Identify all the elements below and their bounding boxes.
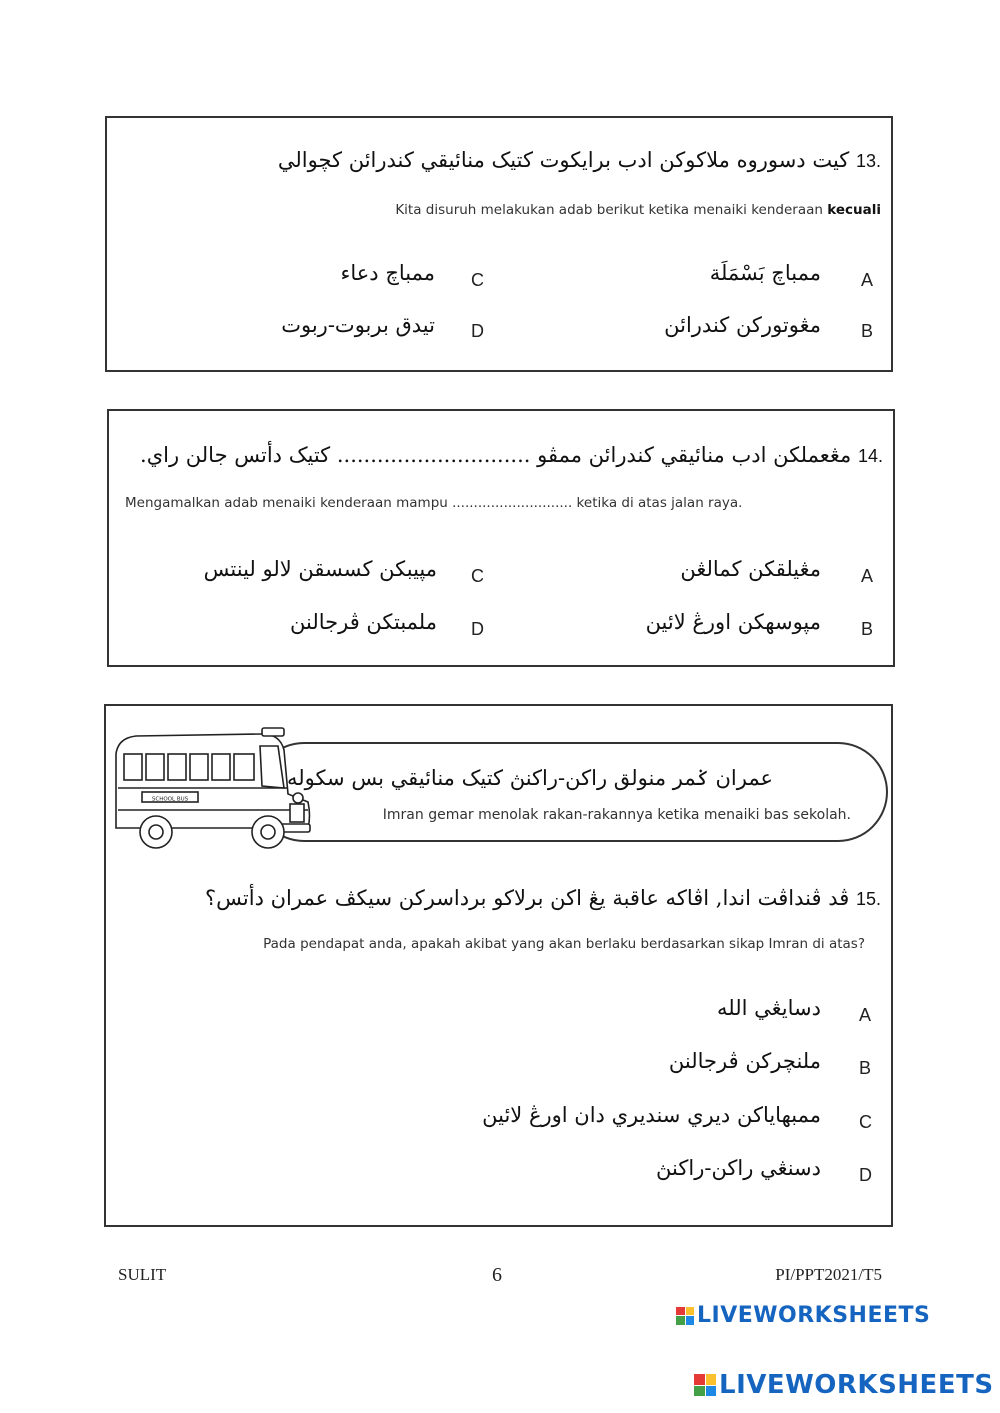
q14-option-d[interactable]: ملمبتكن ڤرجالنن — [290, 610, 437, 634]
q14-option-b[interactable]: مپوسهكن اورڠ لائين — [645, 610, 821, 634]
footer-page-number: 6 — [492, 1264, 502, 1286]
logo-square-4 — [686, 1316, 695, 1325]
q14-option-c[interactable]: مپيبكن كسسقن لالو لينتس — [203, 557, 437, 581]
q13-option-d-letter[interactable]: D — [471, 321, 484, 341]
liveworksheets-watermark-1 — [676, 1303, 930, 1328]
q14-option-c-letter[interactable]: C — [471, 566, 484, 586]
q13-number: 13. — [855, 151, 881, 171]
q13-keyword: kecuali — [827, 202, 881, 218]
question-13-box — [105, 116, 893, 372]
scenario-bubble — [254, 742, 888, 842]
q15-option-c[interactable]: ممبهاياكن ديري سنديري دان اورڠ لائين — [482, 1103, 821, 1127]
q14-question-text: مڠعملكن ادب منائيقي كندرائن ممڤو ............................. كتيک دأتس جالن راي. — [140, 443, 852, 467]
q13-option-b[interactable]: مڠوتوركن كندرائن — [664, 313, 821, 337]
q15-question-rumi: Pada pendapat anda, apakah akibat yang akan berlaku berdasarkan sikap Imran di atas? — [263, 936, 865, 952]
bus-label: SCHOOL BUS — [151, 796, 189, 803]
q13-option-d[interactable]: تيدق بربوت-ربوت — [281, 313, 435, 337]
q14-question-rumi: Mengamalkan adab menaiki kenderaan mampu ............................ ketika di atas jalan raya. — [125, 495, 743, 511]
liveworksheets-logo-icon — [676, 1307, 694, 1325]
q13-option-a-letter[interactable]: A — [861, 270, 874, 290]
q15-number: 15. — [855, 889, 881, 909]
q14-option-d-letter[interactable]: D — [471, 619, 484, 639]
q15-option-c-letter[interactable]: C — [859, 1112, 872, 1132]
q15-option-b-letter[interactable]: B — [859, 1058, 872, 1078]
footer-sulit: SULIT — [118, 1265, 167, 1284]
liveworksheets-text-1: LIVEWORKSHEETS — [697, 1303, 931, 1328]
q15-scenario-rumi: Imran gemar menolak rakan-rakannya ketika menaiki bas sekolah. — [382, 807, 851, 823]
q14-option-b-letter[interactable]: B — [861, 619, 874, 639]
school-bus-illustration — [112, 724, 312, 854]
liveworksheets-logo-icon-2 — [694, 1374, 716, 1396]
q15-scenario-jawi: عمران ݢمر منولق راكن-راكنڽ كتيک منائيقي بس سكوله — [286, 766, 773, 790]
q15-option-a[interactable]: دسايڠي الله — [717, 996, 821, 1020]
q13-question-jawi — [278, 148, 881, 172]
question-14-box — [107, 409, 895, 667]
q15-option-a-letter[interactable]: A — [859, 1005, 872, 1025]
footer-code: PI/PPT2021/T5 — [775, 1265, 882, 1284]
q15-option-b[interactable]: ملنچركن ڤرجالنن — [668, 1049, 821, 1073]
q14-number: 14. — [857, 446, 883, 466]
q13-option-a[interactable]: ممباچ بَسْمَلَة — [709, 261, 821, 285]
q13-option-c[interactable]: ممباچ دعاء — [340, 261, 435, 285]
q15-option-d[interactable]: دسنڠي راكن-راكنڽ — [656, 1156, 821, 1180]
q15-question-jawi — [205, 886, 881, 910]
liveworksheets-text-2: LIVEWORKSHEETS — [719, 1370, 994, 1400]
logo-square-1 — [676, 1307, 685, 1316]
q13-question-text: كيت دسوروه ملاكوكن ادب برايكوت كتيک منائيقي كندرائن كچوالي — [277, 148, 850, 172]
q14-option-a[interactable]: مڠيلقكن كمالڠن — [680, 557, 821, 581]
liveworksheets-watermark-2 — [694, 1370, 994, 1400]
question-15-box — [104, 704, 893, 1227]
q15-option-d-letter[interactable]: D — [859, 1165, 872, 1185]
q14-option-a-letter[interactable]: A — [861, 566, 874, 586]
q13-option-b-letter[interactable]: B — [861, 321, 874, 341]
q13-question-rumi: Kita disuruh melakukan adab berikut ketika menaiki kenderaan kecuali — [395, 202, 881, 218]
logo-square-3 — [676, 1316, 685, 1325]
q14-question-jawi — [140, 443, 883, 467]
q13-option-c-letter[interactable]: C — [471, 270, 484, 290]
logo-square-2 — [686, 1307, 695, 1316]
q15-question-text: ڤد ڤنداڤت اندا, اڤاكه عاقبة يڠ اكن برلاكو برداسركن سيكڤ عمران دأتس؟ — [204, 886, 850, 910]
